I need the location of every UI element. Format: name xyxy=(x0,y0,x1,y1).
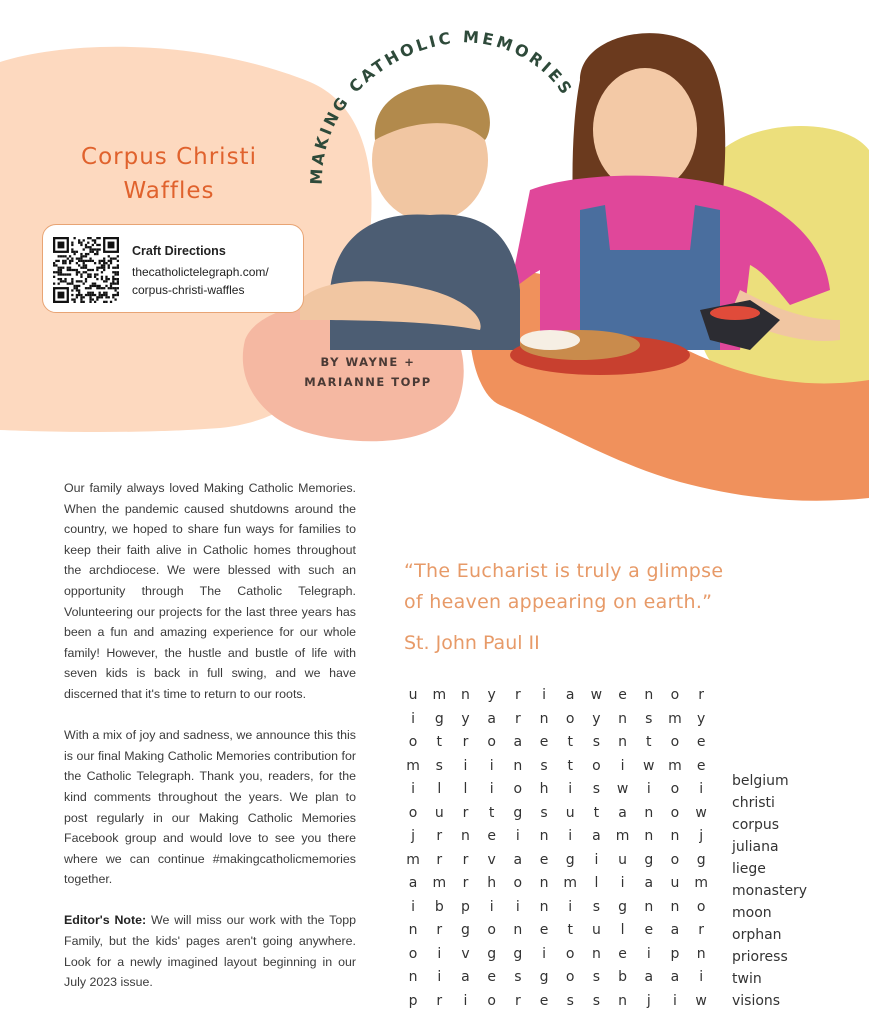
word-search-letter: i xyxy=(463,757,468,774)
word-search-letter: w xyxy=(590,687,603,703)
word-search-letter: r xyxy=(436,828,443,844)
word-search-letter: r xyxy=(514,687,521,703)
word-search-letter: i xyxy=(620,875,625,891)
word-search-letter: n xyxy=(696,945,706,962)
word-search-letter: a xyxy=(565,687,575,703)
word-search-letter: s xyxy=(540,804,548,821)
word-search-letter: a xyxy=(461,969,470,985)
word-search-letter: s xyxy=(592,781,601,797)
word-search-letter: n xyxy=(591,945,601,962)
word-search-letter: u xyxy=(434,804,444,821)
word-search-letter: t xyxy=(567,757,573,774)
word-search-letter: n xyxy=(539,710,549,727)
word-search-word: orphan xyxy=(732,927,782,943)
word-search-row xyxy=(400,990,714,1014)
word-search-letter: g xyxy=(539,969,549,985)
title-line-1: Corpus Christi xyxy=(81,144,257,170)
word-search-letter: r xyxy=(698,922,705,938)
editors-note-label: Editor's Note: xyxy=(64,913,147,928)
word-search-letter: g xyxy=(644,851,654,868)
article-paragraph-2: With a mix of joy and sadness, we announce this this is our final Making Catholic Memories contribution for the Catholic Telegraph. Thank you, readers, for the kind comments throughout the years. We plan to post regularly in our Making Catholic Memories Facebook group and would love to see you there where we can continue #makingcatholicmemories together. xyxy=(64,728,356,887)
word-search-letter: a xyxy=(644,969,654,985)
word-search-letter: o xyxy=(565,710,575,727)
word-search-letter: t xyxy=(567,734,573,750)
word-search-letter: i xyxy=(437,969,442,985)
byline-line-2: MARIANNE TOPP xyxy=(304,375,432,389)
word-search-letter: i xyxy=(515,828,520,844)
word-search-letter: n xyxy=(644,687,654,703)
word-search-letter: a xyxy=(670,969,680,985)
word-search-letter: n xyxy=(618,710,628,727)
word-search-letter: j xyxy=(699,828,704,844)
word-search-letter: o xyxy=(670,851,680,868)
word-search-letter: j xyxy=(411,828,416,844)
word-search-word: moon xyxy=(732,905,772,921)
word-search-letter: g xyxy=(513,804,523,821)
word-search-letter: i xyxy=(463,992,468,1009)
word-search-letter: o xyxy=(513,875,523,891)
word-search-letter: n xyxy=(539,898,549,915)
quote-author: St. John Paul II xyxy=(404,632,540,654)
word-search-letter: i xyxy=(515,898,520,915)
word-search-letter: o xyxy=(513,781,523,797)
word-search-letter: s xyxy=(592,969,601,985)
word-search-letter: r xyxy=(436,992,443,1009)
word-search-letter: o xyxy=(670,781,680,797)
word-search-letter: m xyxy=(668,710,682,727)
qr-code-icon[interactable] xyxy=(53,237,119,303)
word-search-letter: i xyxy=(594,851,599,868)
word-search-letter: m xyxy=(668,757,682,774)
word-search-letter: p xyxy=(670,945,680,962)
word-search-letter: e xyxy=(696,757,706,774)
word-search-letter: o xyxy=(670,734,680,750)
title-line-2: Waffles xyxy=(123,178,215,204)
quote-line-1: “The Eucharist is truly a glimpse xyxy=(404,560,724,582)
word-search-letter: o xyxy=(670,804,680,821)
arc-title-text: MAKING CATHOLIC MEMORIES xyxy=(306,27,578,186)
word-search-letter: i xyxy=(489,898,494,915)
word-search-letter: o xyxy=(592,757,601,774)
word-search-letter: a xyxy=(592,828,601,844)
word-search-letter: m xyxy=(615,828,630,844)
word-search-letter: g xyxy=(434,710,444,727)
word-search-letter: g xyxy=(696,851,706,868)
word-search-letter: r xyxy=(514,992,521,1009)
word-search-letter: n xyxy=(644,898,654,915)
word-search-letter: g xyxy=(487,945,497,962)
word-search-letter: n xyxy=(644,804,654,821)
word-search-letter: e xyxy=(539,992,549,1009)
word-search-letter: e xyxy=(618,945,627,962)
word-search-letter: a xyxy=(618,804,627,821)
word-search-letter: e xyxy=(539,851,549,868)
word-search-letter: e xyxy=(539,922,549,938)
word-search-letter: n xyxy=(461,687,470,703)
word-search-letter: m xyxy=(432,875,447,891)
word-search-row xyxy=(400,896,714,920)
editors-note xyxy=(64,910,356,992)
word-search-letter: g xyxy=(513,945,523,962)
word-search-letter: o xyxy=(696,898,706,915)
word-search-row xyxy=(400,825,714,849)
word-search-row xyxy=(400,849,714,873)
word-search-row xyxy=(400,684,714,708)
quote-line-2: of heaven appearing on earth.” xyxy=(404,591,713,613)
word-search-row xyxy=(400,731,714,755)
qr-card-url[interactable]: thecatholictelegraph.com/ xyxy=(132,265,269,279)
word-search-letter: i xyxy=(411,710,416,727)
kids-photo xyxy=(280,20,860,380)
word-search-letter: n xyxy=(644,828,654,844)
word-search-row xyxy=(400,708,714,732)
word-search-row xyxy=(400,778,714,802)
word-search-letter: n xyxy=(513,757,523,774)
word-search-letter: r xyxy=(698,687,705,703)
word-search-letter: l xyxy=(594,875,599,891)
word-search-letter: l xyxy=(463,781,468,797)
word-search-letter: e xyxy=(644,922,654,938)
word-search-word: visions xyxy=(732,993,781,1009)
page-title xyxy=(64,140,274,208)
word-search-letter: y xyxy=(461,710,470,727)
word-search-letter: i xyxy=(542,687,546,703)
word-search-letter: i xyxy=(568,781,573,797)
word-search-letter: l xyxy=(437,781,442,797)
word-search-letter: w xyxy=(616,781,629,797)
word-search-letter: e xyxy=(618,687,627,703)
word-search-letter: i xyxy=(699,969,704,985)
word-search-word: juliana xyxy=(732,839,779,855)
word-search-letter: u xyxy=(591,922,601,938)
word-search-row xyxy=(400,872,714,896)
word-search-letter: o xyxy=(565,969,575,985)
word-search-letter: t xyxy=(646,734,652,750)
word-search-letter: s xyxy=(540,757,548,774)
word-search-letter: y xyxy=(697,710,706,727)
article-paragraph-1: Our family always loved Making Catholic Memories. When the pandemic caused shutdowns around the country, we hoped to share fun ways for families to keep their faith alive in Catholic homes throughout the archdiocese. We were blessed with such an opportunity through The Catholic Telegraph. Volunteering our projects for the last three years has been a fun and amazing experience for our whole family! However, the hustle and bustle of life with seven kids is back in full swing, and we have discerned that it's time to return to our roots. xyxy=(64,481,356,701)
word-search-letter: m xyxy=(406,757,420,774)
word-search-letter: s xyxy=(645,710,653,727)
word-search-letter: r xyxy=(514,710,521,727)
word-search-letter: m xyxy=(694,875,708,891)
word-search-row xyxy=(400,919,714,943)
word-search-letter: o xyxy=(408,734,418,750)
word-search-letter: e xyxy=(539,734,549,750)
word-search-word: liege xyxy=(732,861,766,877)
word-search-letter: y xyxy=(592,710,601,727)
word-search-letter: j xyxy=(646,992,651,1009)
word-search-letter: o xyxy=(670,687,680,703)
word-search-letter: t xyxy=(593,804,600,821)
word-search-letter: o xyxy=(487,992,496,1009)
word-search-letter: r xyxy=(462,851,469,868)
word-search-letter: i xyxy=(646,781,651,797)
word-search-letter: u xyxy=(618,851,628,868)
word-search-letter: r xyxy=(462,875,469,891)
word-search-letter: a xyxy=(513,851,523,868)
byline-line-1: BY WAYNE + xyxy=(320,355,416,369)
word-search-letter: i xyxy=(568,828,573,844)
word-search-letter: e xyxy=(696,734,706,750)
word-search-letter: m xyxy=(406,851,420,868)
word-search-letter: t xyxy=(488,804,495,821)
word-search-letter: o xyxy=(487,922,496,938)
word-search-letter: v xyxy=(461,945,470,962)
word-search-letter: a xyxy=(670,922,680,938)
word-search-letter: w xyxy=(695,992,707,1009)
word-search-letter: s xyxy=(592,992,601,1009)
word-search-letter: i xyxy=(699,781,704,797)
word-search-letter: r xyxy=(462,804,469,821)
word-search-letter: n xyxy=(618,734,628,750)
word-search-letter: p xyxy=(461,898,470,915)
word-search-letter: w xyxy=(643,757,655,774)
word-search-grid xyxy=(400,684,714,1013)
word-search-row xyxy=(400,943,714,967)
word-search-letter: i xyxy=(620,757,625,774)
word-search-letter: v xyxy=(487,851,496,868)
word-search-row xyxy=(400,755,714,779)
word-search-letter: n xyxy=(539,828,549,844)
word-search-letter: h xyxy=(487,875,497,891)
word-search-word: monastery xyxy=(732,883,808,899)
word-search-letter: t xyxy=(436,734,443,750)
qr-card-url-cont[interactable]: corpus-christi-waffles xyxy=(132,283,245,297)
qr-card-heading: Craft Directions xyxy=(132,244,226,258)
word-search-letter: i xyxy=(673,992,677,1009)
word-search-letter: b xyxy=(434,898,444,915)
word-search-letter: n xyxy=(539,875,549,891)
word-search-letter: t xyxy=(567,922,573,938)
word-search-letter: w xyxy=(695,804,707,821)
word-search-letter: l xyxy=(620,922,625,938)
qr-card[interactable] xyxy=(42,224,304,313)
word-search-letter: i xyxy=(646,945,651,962)
word-search-letter: s xyxy=(592,734,601,750)
word-search-letter: n xyxy=(670,828,680,844)
word-search-letter: o xyxy=(565,945,575,962)
word-search-letter: r xyxy=(462,734,469,750)
word-search-letter: n xyxy=(618,992,628,1009)
word-search-row xyxy=(400,802,714,826)
word-search-letter: a xyxy=(513,734,523,750)
word-search-letter: i xyxy=(489,757,494,774)
pull-quote xyxy=(404,556,804,618)
word-search-letter: i xyxy=(411,781,416,797)
word-search-letter: p xyxy=(408,992,418,1009)
word-search-letter: y xyxy=(487,687,496,703)
word-search-letter: u xyxy=(565,804,575,821)
word-search-word: prioress xyxy=(732,949,788,965)
word-search-letter: n xyxy=(408,969,418,985)
word-search-letter: g xyxy=(461,922,470,938)
word-search-letter: n xyxy=(513,922,523,938)
word-search-letter: u xyxy=(408,687,418,703)
word-search-letter: e xyxy=(487,828,496,844)
word-search-letter: s xyxy=(514,969,522,985)
word-search-word: christi xyxy=(732,795,775,811)
word-search-letter: o xyxy=(408,945,418,962)
word-search-letter: i xyxy=(568,898,573,915)
word-search-letter: e xyxy=(487,969,496,985)
word-search-letter: r xyxy=(436,922,443,938)
word-search-letter: r xyxy=(436,851,443,868)
word-search-letter: s xyxy=(435,757,443,774)
word-search-letter: n xyxy=(670,898,680,915)
word-search-letter: i xyxy=(542,945,546,962)
editors-note-text: We will miss our work with the Topp Family, but the kids' pages aren't going anywhere. Look for a newly imagined layout beginning in our July 2023 issue. xyxy=(64,913,357,990)
word-search-letter: i xyxy=(411,898,416,915)
word-search-letter: n xyxy=(408,922,418,938)
word-search-letter: s xyxy=(566,992,574,1009)
word-search-letter: o xyxy=(487,734,496,750)
word-search-letter: a xyxy=(408,875,418,891)
article-body xyxy=(64,478,356,1013)
word-search-letter: o xyxy=(408,804,418,821)
word-search-list xyxy=(732,770,807,1012)
word-search-word: corpus xyxy=(732,817,780,833)
word-search-letter: m xyxy=(563,875,578,891)
word-search-letter: h xyxy=(539,781,549,797)
byline xyxy=(268,352,468,392)
word-search-letter: b xyxy=(618,969,628,985)
word-search-letter: s xyxy=(592,898,601,915)
word-search-letter: u xyxy=(670,875,680,891)
word-search-letter: a xyxy=(487,710,496,727)
word-search-letter: i xyxy=(489,781,494,797)
word-search-row xyxy=(400,966,714,990)
word-search-word: belgium xyxy=(732,773,789,789)
word-search-letter: n xyxy=(461,828,470,844)
word-search-letter: i xyxy=(437,945,442,962)
word-search-letter: g xyxy=(565,851,575,868)
word-search-word: twin xyxy=(732,971,762,987)
word-search-letter: a xyxy=(644,875,654,891)
word-search-letter: g xyxy=(618,898,628,915)
word-search-letter: m xyxy=(432,687,447,703)
